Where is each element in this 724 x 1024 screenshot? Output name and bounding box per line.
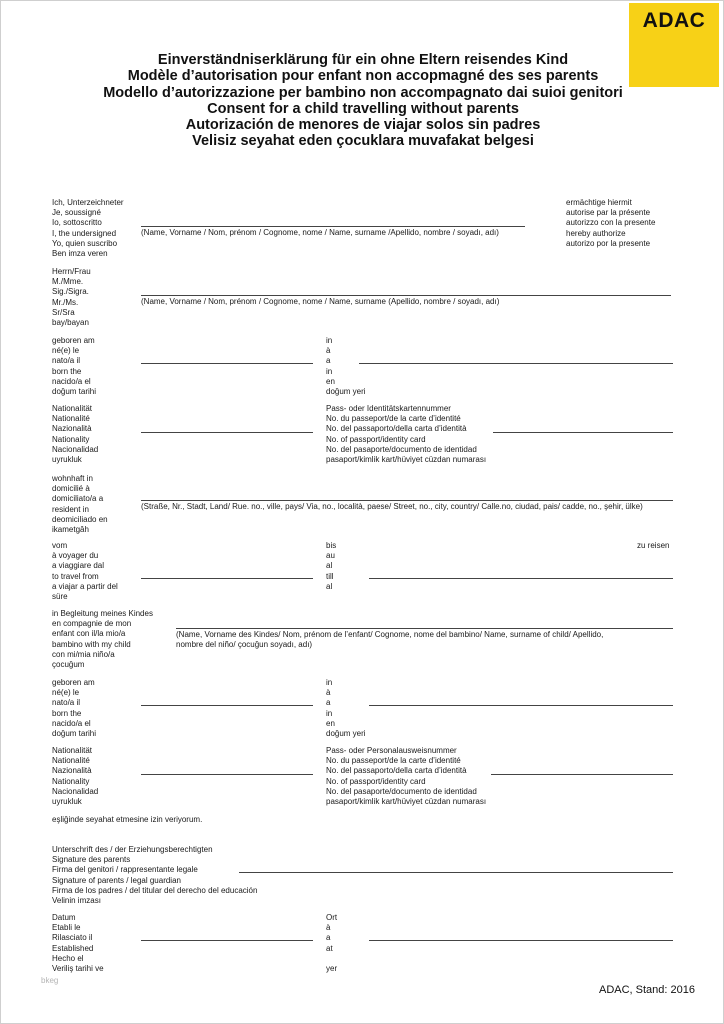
label: nacido/a el bbox=[52, 376, 91, 386]
label: hereby authorize bbox=[566, 228, 626, 238]
label: Nationality bbox=[52, 776, 90, 786]
nationality2-labels bbox=[52, 746, 98, 807]
travel-from-field[interactable] bbox=[141, 578, 313, 579]
birth1-place-field[interactable] bbox=[359, 363, 673, 364]
label: Nacionalidad bbox=[52, 786, 99, 796]
label: Nationality bbox=[52, 434, 90, 444]
label: Mr./Ms. bbox=[52, 297, 79, 307]
nationality2-field[interactable] bbox=[141, 774, 313, 775]
nationality1-labels bbox=[52, 404, 98, 465]
label: geboren am bbox=[52, 678, 95, 687]
label: en compagnie de mon bbox=[52, 619, 132, 629]
label: autorizzo con la presente bbox=[566, 218, 656, 228]
label: No. du passeport/de la carte d’identité bbox=[326, 756, 461, 766]
residence-field-hint: (Straße, Nr., Stadt, Land/ Rue. no., ville, pays/ Via, no., località, paese/ Street, no., city, country/ Calle.no, ciudad, pais/ cadde, no., şehir, ülke) bbox=[141, 502, 643, 511]
label: Firma de los padres / del titular del derecho del educación bbox=[52, 885, 258, 895]
label: yer bbox=[326, 964, 338, 974]
title-line-fr: Modèle d’autorisation pour enfant non accopmagné des ses parents bbox=[127, 68, 599, 85]
label: ikametgâh bbox=[52, 525, 89, 535]
title-line-es: Autorización de menores de viajar solos sin padres bbox=[185, 117, 541, 134]
child-name-field[interactable] bbox=[176, 628, 673, 629]
label: to travel from bbox=[52, 571, 99, 581]
label: uyrukluk bbox=[52, 455, 82, 465]
label: No. du passeport/de la carte d’identité bbox=[326, 414, 461, 424]
label: Sig./Sigra. bbox=[52, 287, 89, 297]
label: a bbox=[326, 698, 331, 708]
label: bambino with my child bbox=[52, 639, 131, 649]
label: pasaport/kimlik kart/hüviyet cüzdan numarası bbox=[326, 797, 487, 807]
label: Unterschrift des / der Erziehungsberechtigten bbox=[52, 845, 213, 854]
label: en bbox=[326, 718, 335, 728]
signature-labels bbox=[52, 845, 257, 906]
form-title bbox=[1, 52, 724, 150]
birth1-place-labels bbox=[326, 336, 366, 397]
label: Signature des parents bbox=[52, 855, 131, 865]
birth1-labels bbox=[52, 336, 96, 397]
label: born the bbox=[52, 366, 82, 376]
passport2-field[interactable] bbox=[491, 774, 673, 775]
label: wohnhaft in bbox=[52, 474, 93, 483]
label: No. of passport/identity card bbox=[326, 776, 426, 786]
date-labels bbox=[52, 913, 104, 974]
parent-labels bbox=[52, 267, 91, 328]
place-labels bbox=[326, 913, 337, 974]
label: Nationalität bbox=[52, 746, 93, 755]
label: Nazionalità bbox=[52, 766, 92, 776]
label: born the bbox=[52, 708, 82, 718]
label: al bbox=[326, 561, 333, 571]
label: domicilié à bbox=[52, 484, 90, 494]
label: M./Mme. bbox=[52, 277, 84, 287]
label: Herrn/Frau bbox=[52, 267, 91, 276]
label: Ort bbox=[326, 913, 338, 922]
title-line-it: Modello d’autorizzazione per bambino non accompagnato dai suioi genitori bbox=[103, 84, 623, 101]
label: doğum tarihi bbox=[52, 387, 97, 397]
label: domiciliato/a a bbox=[52, 494, 104, 504]
label: No. del pasaporte/documento de identidad bbox=[326, 786, 477, 796]
signature-field[interactable] bbox=[239, 872, 673, 873]
label: Veriliş tarihi ve bbox=[52, 964, 104, 974]
label bbox=[326, 954, 337, 964]
birth2-labels bbox=[52, 678, 96, 739]
label: I, the undersigned bbox=[52, 228, 117, 238]
label: No. del passaporto/della carta d’identità bbox=[326, 424, 467, 434]
birth2-date-field[interactable] bbox=[141, 705, 313, 706]
label: Etabli le bbox=[52, 923, 81, 933]
label: Velinin imzası bbox=[52, 896, 101, 906]
label: in Begleitung meines Kindes bbox=[52, 609, 153, 618]
label: Nacionalidad bbox=[52, 444, 99, 454]
travel-from-labels bbox=[52, 541, 118, 602]
label: al bbox=[326, 581, 333, 591]
label: à voyager du bbox=[52, 551, 99, 561]
logo-text: ADAC bbox=[642, 9, 706, 32]
label: Nationalité bbox=[52, 756, 90, 766]
watermark: bkeg bbox=[41, 976, 59, 985]
label: çocuğum bbox=[52, 660, 85, 670]
label: deomiciliado en bbox=[52, 514, 108, 524]
residence-labels bbox=[52, 474, 108, 535]
label: till bbox=[326, 571, 334, 581]
hint-line: nombre del niño/ çocuğun soyadı, adı) bbox=[176, 640, 313, 650]
label: bis bbox=[326, 541, 337, 550]
label: in bbox=[326, 336, 333, 345]
label: Nationalité bbox=[52, 414, 90, 424]
date-field[interactable] bbox=[141, 940, 313, 941]
label: en bbox=[326, 376, 335, 386]
label: Nationalität bbox=[52, 404, 93, 413]
label: nato/a il bbox=[52, 698, 81, 708]
label: Pass- oder Identitätskartennummer bbox=[326, 404, 451, 413]
nationality1-field[interactable] bbox=[141, 432, 313, 433]
footer-stand: ADAC, Stand: 2016 bbox=[598, 984, 695, 996]
label: Io, sottoscritto bbox=[52, 218, 102, 228]
label: No. del passaporto/della carta d’identità bbox=[326, 766, 467, 776]
label: Je, soussigné bbox=[52, 208, 101, 218]
accompany-labels bbox=[52, 609, 153, 670]
label: doğum yeri bbox=[326, 729, 366, 739]
label: à bbox=[326, 688, 331, 698]
label: resident in bbox=[52, 504, 89, 514]
consent-text-tr: eşliğinde seyahat etmesine izin veriyorum. bbox=[52, 815, 203, 824]
undersigned-name-field[interactable] bbox=[141, 226, 525, 227]
child-field-hint bbox=[176, 630, 603, 650]
travel-until-labels bbox=[326, 541, 336, 592]
label: geboren am bbox=[52, 336, 95, 345]
label: a bbox=[326, 356, 331, 366]
authorize-labels bbox=[566, 198, 655, 249]
label: nacido/a el bbox=[52, 718, 91, 728]
label: autorise par la présente bbox=[566, 208, 651, 218]
label: doğum yeri bbox=[326, 387, 366, 397]
travel-end-label: zu reisen bbox=[637, 541, 670, 550]
label: a viaggiare dal bbox=[52, 561, 105, 571]
label: Firma del genitori / rappresentante legale bbox=[52, 865, 198, 875]
label: Rilasciato il bbox=[52, 933, 93, 943]
parent-field-hint: (Name, Vorname / Nom, prénom / Cognome, nome / Name, surname (Apellido, nombre / soyadı, adı) bbox=[141, 297, 500, 306]
label: Ich, Unterzeichneter bbox=[52, 198, 124, 207]
label: Signature of parents / legal guardian bbox=[52, 875, 181, 885]
label: in bbox=[326, 366, 333, 376]
hint-line: (Name, Vorname des Kindes/ Nom, prénom de l’enfant/ Cognome, nome del bambino/ Name, surname of child/ Apellido, bbox=[176, 630, 604, 639]
label: pasaport/kimlik kart/hüviyet cüzdan numarası bbox=[326, 455, 487, 465]
label: Pass- oder Personalausweisnummer bbox=[326, 746, 457, 755]
label: enfant con il/la mio/a bbox=[52, 629, 126, 639]
label: süre bbox=[52, 592, 68, 602]
label: à bbox=[326, 923, 331, 933]
label: Established bbox=[52, 943, 94, 953]
title-line-de: Einverständniserklärung für ein ohne Eltern reisendes Kind bbox=[157, 52, 569, 68]
parent-name-field[interactable] bbox=[141, 295, 671, 296]
residence-field[interactable] bbox=[141, 500, 673, 501]
undersigned-labels bbox=[52, 198, 124, 259]
label: au bbox=[326, 551, 335, 561]
label: Yo, quien suscribo bbox=[52, 238, 118, 248]
label: bay/bayan bbox=[52, 318, 89, 328]
passport1-field[interactable] bbox=[493, 432, 673, 433]
label: nato/a il bbox=[52, 356, 81, 366]
label: No. of passport/identity card bbox=[326, 434, 426, 444]
place-field[interactable] bbox=[369, 940, 673, 941]
birth2-place-field[interactable] bbox=[369, 705, 673, 706]
birth1-date-field[interactable] bbox=[141, 363, 313, 364]
label: con mi/mia niño/a bbox=[52, 649, 115, 659]
label: in bbox=[326, 678, 333, 687]
label: né(e) le bbox=[52, 346, 80, 356]
label: Nazionalità bbox=[52, 424, 92, 434]
undersigned-field-hint: (Name, Vorname / Nom, prénom / Cognome, nome / Name, surname /Apellido, nombre / soyadı, adı) bbox=[141, 228, 499, 237]
passport1-labels bbox=[326, 404, 486, 465]
label: ermächtige hiermit bbox=[566, 198, 632, 207]
label: à bbox=[326, 346, 331, 356]
travel-until-field[interactable] bbox=[369, 578, 673, 579]
title-line-tr: Velisiz seyahat eden çocuklara muvafakat belgesi bbox=[192, 133, 534, 150]
passport2-labels bbox=[326, 746, 486, 807]
birth2-place-labels bbox=[326, 678, 366, 739]
label: at bbox=[326, 943, 333, 953]
label: uyrukluk bbox=[52, 797, 82, 807]
label: doğum tarihi bbox=[52, 729, 97, 739]
label: autorizo por la presente bbox=[566, 238, 651, 248]
label: in bbox=[326, 708, 333, 718]
label: Hecho el bbox=[52, 953, 84, 963]
label: Sr/Sra bbox=[52, 307, 75, 317]
label: Datum bbox=[52, 913, 76, 922]
title-line-en: Consent for a child travelling without parents bbox=[207, 100, 519, 117]
label: a viajar a partir del bbox=[52, 581, 118, 591]
label: vom bbox=[52, 541, 68, 550]
label: No. del pasaporte/documento de identidad bbox=[326, 444, 477, 454]
label: Ben imza veren bbox=[52, 249, 108, 259]
label: né(e) le bbox=[52, 688, 80, 698]
label: a bbox=[326, 933, 331, 943]
